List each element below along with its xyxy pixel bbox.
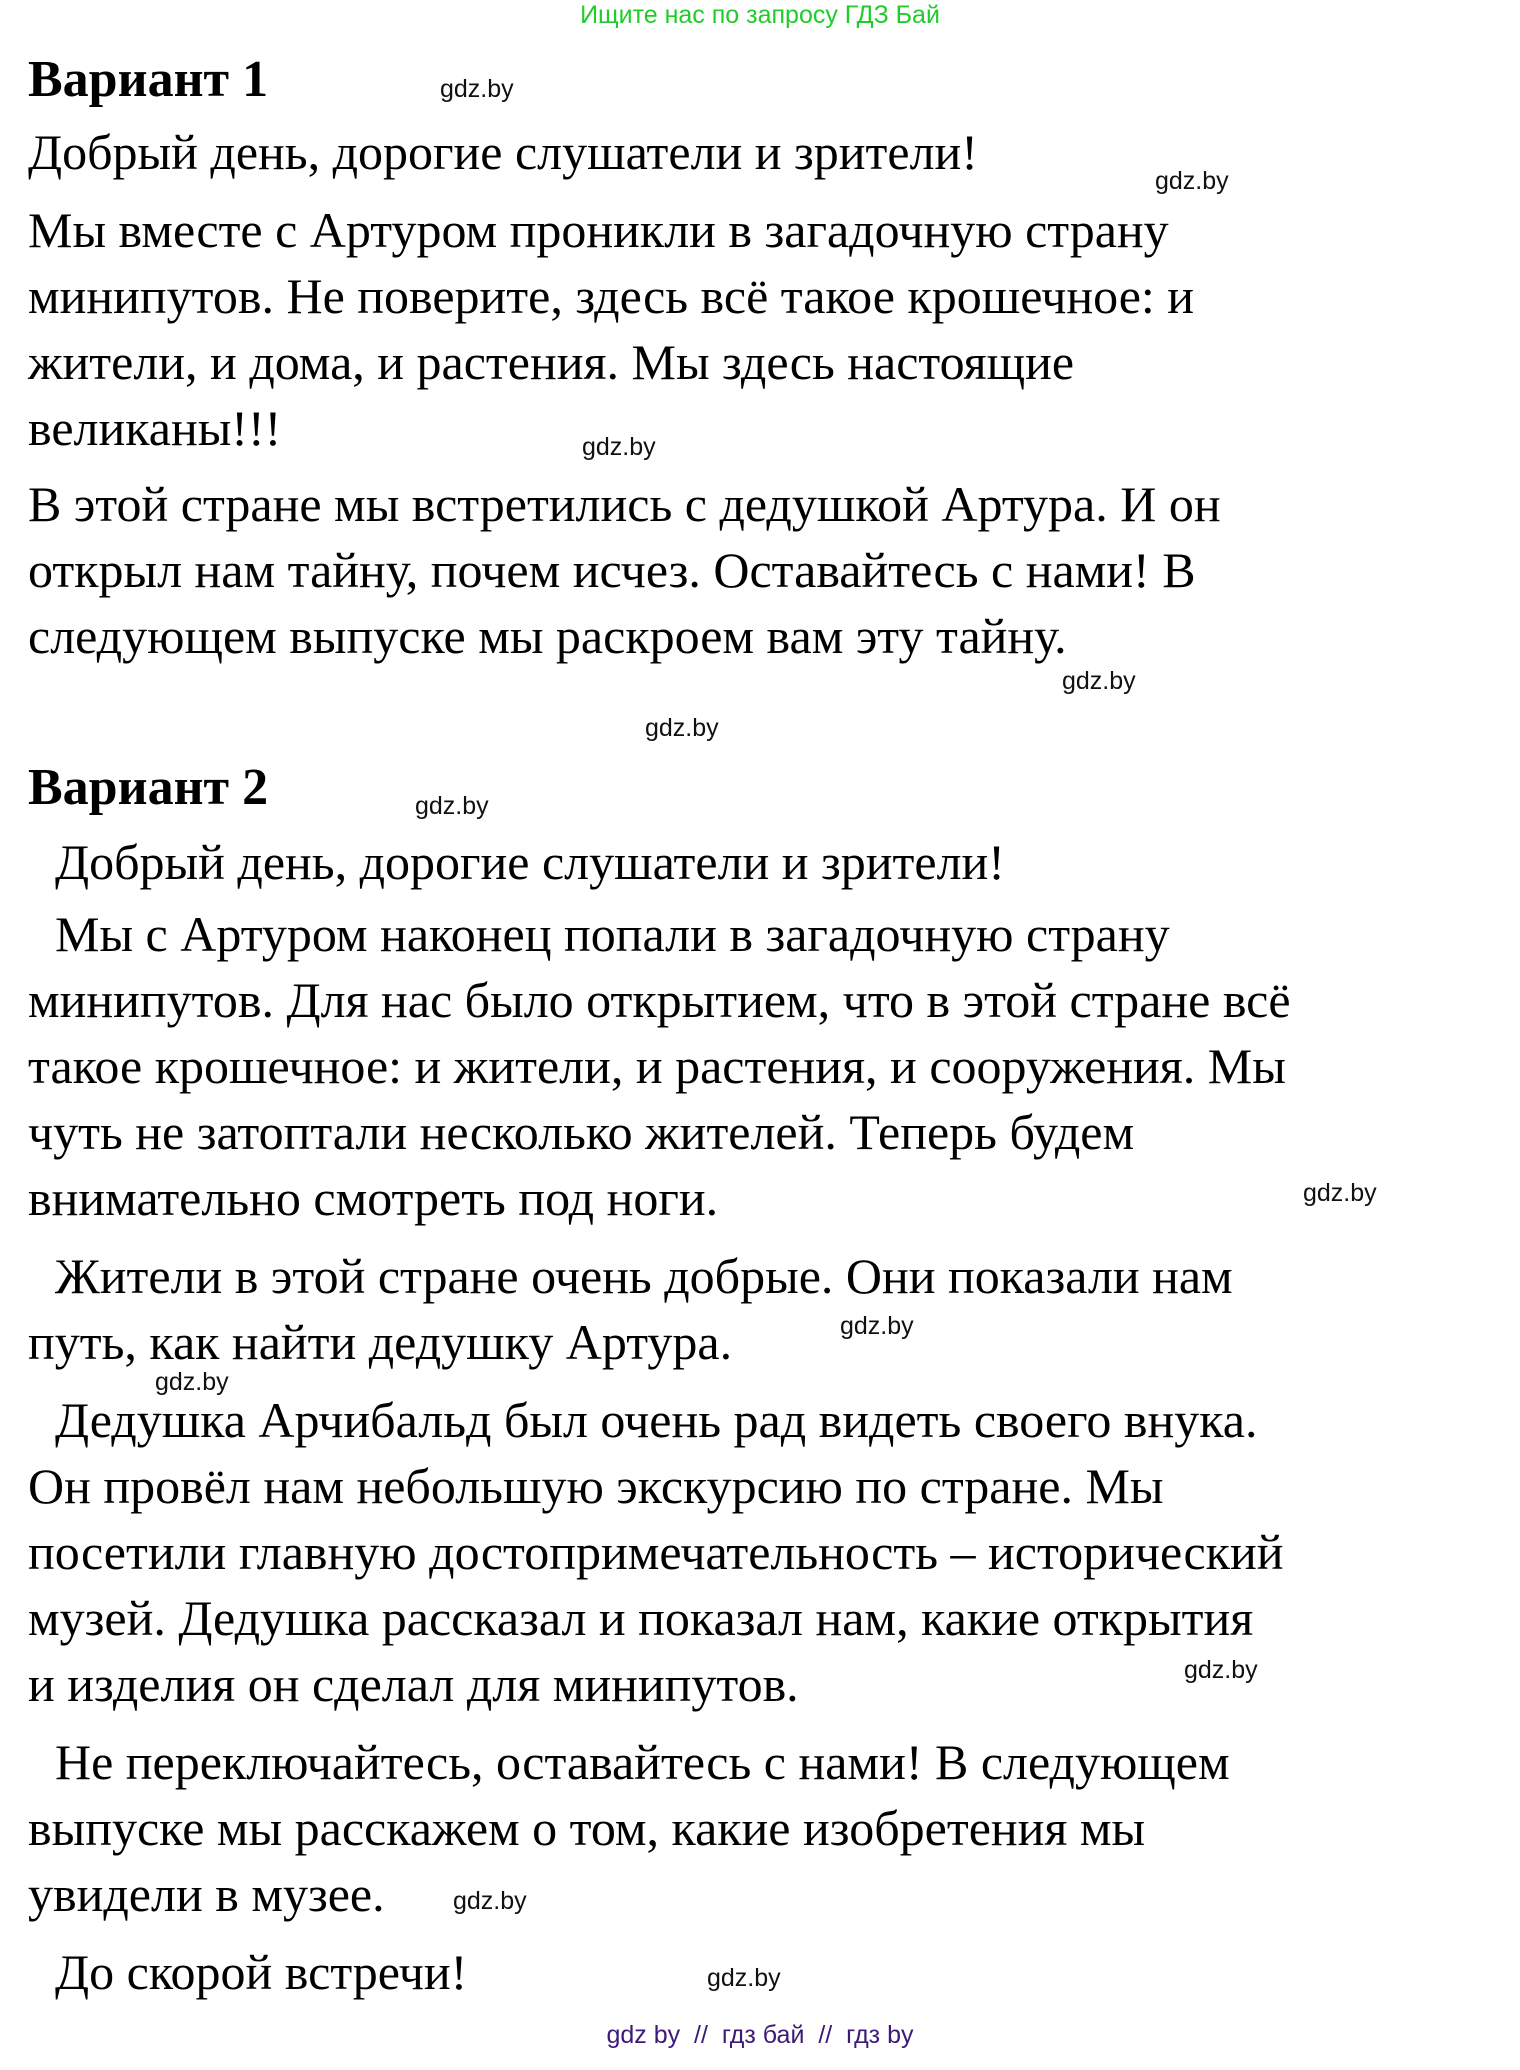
variant-1-line: Мы вместе с Артуром проникли в загадочную страну [28, 202, 1169, 258]
variant-2-line: музей. Дедушка рассказал и показал нам, какие открытия [28, 1590, 1254, 1646]
watermark: gdz.by [1062, 667, 1136, 695]
variant-2-line: Мы с Артуром наконец попали в загадочную страну [55, 906, 1170, 962]
variant-2-line: Дедушка Арчибальд был очень рад видеть своего внука. [55, 1392, 1258, 1448]
variant-2-line: Он провёл нам небольшую экскурсию по стране. Мы [28, 1458, 1164, 1514]
variant-2-line: Не переключайтесь, оставайтесь с нами! В следующем [55, 1734, 1230, 1790]
watermark: gdz.by [1155, 167, 1229, 195]
footer-links: gdz by // гдз бай // гдз by [606, 2021, 914, 2049]
watermark: gdz.by [453, 1887, 527, 1915]
variant-2-heading: Вариант 2 [28, 759, 269, 816]
variant-2-line: Добрый день, дорогие слушатели и зрители! [55, 834, 1005, 890]
watermark: gdz.by [155, 1368, 229, 1396]
watermark: gdz.by [707, 1964, 781, 1992]
variant-2-line: внимательно смотреть под ноги. [28, 1170, 719, 1226]
variant-2-line: Жители в этой стране очень добрые. Они показали нам [55, 1248, 1233, 1304]
variant-2-line: путь, как найти дедушку Артура. [28, 1314, 733, 1370]
variant-2-line: выпуске мы расскажем о том, какие изобретения мы [28, 1800, 1146, 1856]
variant-1-line: В этой стране мы встретились с дедушкой Артура. И он [28, 476, 1221, 532]
watermark: gdz.by [440, 75, 514, 103]
variant-1-line: великаны!!! [28, 400, 282, 456]
watermark: gdz.by [582, 433, 656, 461]
watermark: gdz.by [1303, 1179, 1377, 1207]
variant-2-line: До скорой встречи! [55, 1944, 468, 2000]
variant-1-line: Добрый день, дорогие слушатели и зрители! [28, 124, 978, 180]
variant-2-line: и изделия он сделал для минипутов. [28, 1656, 799, 1712]
search-hint-banner: Ищите нас по запросу ГДЗ Бай [580, 1, 940, 29]
watermark: gdz.by [1184, 1656, 1258, 1684]
variant-2-line: такое крошечное: и жители, и растения, и сооружения. Мы [28, 1038, 1286, 1094]
variant-1-line: открыл нам тайну, почем исчез. Оставайтесь с нами! В [28, 542, 1196, 598]
variant-1-line: минипутов. Не поверите, здесь всё такое крошечное: и [28, 268, 1195, 324]
variant-2-line: минипутов. Для нас было открытием, что в этой стране всё [28, 972, 1291, 1028]
watermark: gdz.by [840, 1312, 914, 1340]
variant-1-line: жители, и дома, и растения. Мы здесь настоящие [28, 334, 1075, 390]
variant-1-heading: Вариант 1 [28, 51, 269, 108]
watermark: gdz.by [415, 792, 489, 820]
variant-2-line: чуть не затоптали несколько жителей. Теперь будем [28, 1104, 1135, 1160]
variant-2-line: посетили главную достопримечательность – исторический [28, 1524, 1284, 1580]
variant-1-line: следующем выпуске мы раскроем вам эту тайну. [28, 608, 1067, 664]
variant-2-line: увидели в музее. [28, 1866, 385, 1922]
watermark: gdz.by [645, 714, 719, 742]
